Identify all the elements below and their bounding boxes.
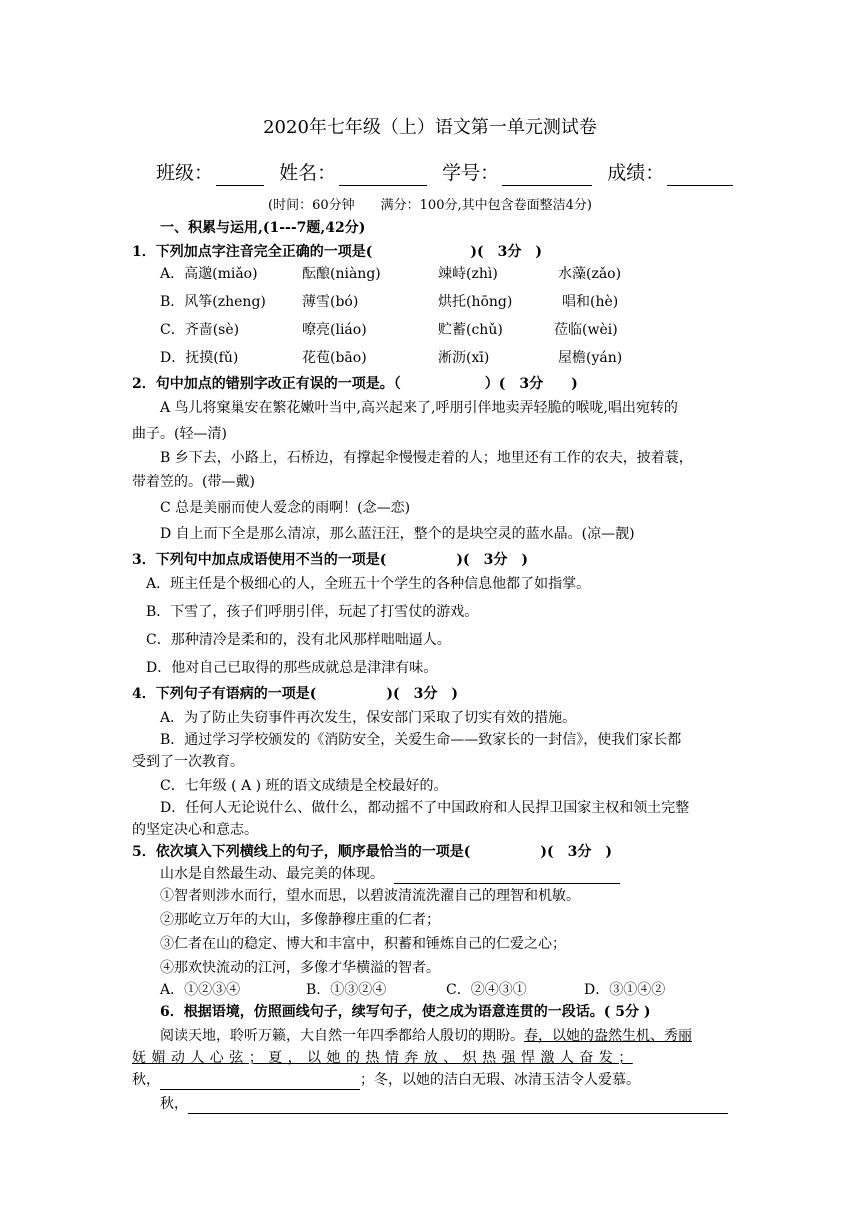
q4-option-b: B．通过学习学校颁发的《消防安全，关爱生命——致家长的一封信》，使我们家长都 xyxy=(160,732,682,748)
q5-stem: 5．依次填入下列横线上的句子，顺序最恰当的一项是( )( 3分 ) xyxy=(132,844,612,860)
q1-opt: 屋檐(yán) xyxy=(558,350,623,366)
q2-option-a-cont: 曲子。(轻—清) xyxy=(132,426,227,442)
number-blank[interactable] xyxy=(502,165,592,186)
q5-option-a: A．①②③④ xyxy=(160,982,241,998)
q3-option-b: B．下雪了，孩子们呼朋引伴，玩起了打雪仗的游戏。 xyxy=(146,604,479,620)
name-label: 姓名： xyxy=(279,162,337,184)
q1-opt: 莅临(wèi) xyxy=(554,322,618,338)
q6-answer-label: 秋， xyxy=(160,1096,188,1112)
q4-option-a: A．为了防止失窃事件再次发生，保安部门采取了切实有效的措施。 xyxy=(160,710,577,726)
page-title: 2020年七年级（上）语文第一单元测试卷 xyxy=(263,117,597,138)
q1-opt: 水藻(zǎo) xyxy=(558,266,622,282)
q2-option-c: C 总是美丽而使人爱念的雨啊！(念—恋) xyxy=(160,500,411,516)
q5-option-b: B．①③②④ xyxy=(306,982,387,998)
q4-stem: 4．下列句子有语病的一项是( )( 3分 ) xyxy=(132,686,458,702)
q1-opt: 嘹亮(liáo) xyxy=(302,322,367,338)
q6-autumn-blank[interactable] xyxy=(160,1073,360,1090)
q1-opt: 唱和(hè) xyxy=(562,294,619,310)
q1-opt: 竦峙(zhì) xyxy=(438,266,498,282)
q3-option-d: D．他对自己已取得的那些成就总是津津有味。 xyxy=(146,660,438,676)
q4-option-d-cont: 的坚定决心和意志。 xyxy=(132,822,258,838)
q6-answer-line xyxy=(160,1094,728,1114)
q1-opt: 酝酿(niàng) xyxy=(302,266,381,282)
student-info-row xyxy=(156,160,736,186)
q3-option-a: A．班主任是个极细心的人，全班五十个学生的各种信息他都了如指掌。 xyxy=(146,576,591,592)
q2-stem: 2．句中加点的错别字改正有误的一项是。（ ）( 3分 ) xyxy=(132,376,578,392)
q5-option-d: D．③①④② xyxy=(584,982,666,998)
q2-option-d: D 自上而下全是那么清凉，那么蓝汪汪，整个的是块空灵的蓝水晶。(凉—靓) xyxy=(160,526,635,542)
q1-opt: 贮蓄(chǔ) xyxy=(438,322,503,338)
class-label: 班级： xyxy=(156,162,214,184)
q1-opt: 烘托(hōng) xyxy=(438,294,513,310)
number-label: 学号： xyxy=(442,162,500,184)
score-blank[interactable] xyxy=(667,165,733,186)
q4-option-d: D．任何人无论说什么、做什么，都动摇不了中国政府和人民捍卫国家主权和领土完整 xyxy=(160,800,690,816)
name-blank[interactable] xyxy=(339,165,427,186)
q5-option-c: C．②④③① xyxy=(446,982,527,998)
q6-context: 阅读天地，聆听万籁，大自然一年四季都给人殷切的期盼。 xyxy=(160,1028,524,1044)
q6-model-sentence: 春，以她的盎然生机、秀丽 xyxy=(524,1028,692,1044)
q6-stem: 6．根据语境，仿照画线句子，续写句子，使之成为语意连贯的一段话。( 5分 ) xyxy=(160,1004,651,1020)
q6-autumn-label: 秋， xyxy=(132,1072,160,1088)
q3-stem: 3．下列句中加点成语使用不当的一项是( )( 3分 ) xyxy=(132,552,528,568)
q1-opt: C．齐啬(sè) xyxy=(160,322,240,338)
q2-option-b-cont: 带着笠的。(带—戴) xyxy=(132,474,255,490)
q5-answer-blank[interactable] xyxy=(394,867,620,884)
q1-opt: B．风筝(zheng) xyxy=(160,294,266,310)
q6-para-line3 xyxy=(132,1070,640,1090)
q4-option-c: C．七年级 ( A ) 班的语文成绩是全校最好的。 xyxy=(160,778,448,794)
q5-lead-text: 山水是自然最生动、最完美的体现。 xyxy=(160,866,384,882)
q2-option-b: B 乡下去，小路上，石桥边，有撑起伞慢慢走着的人；地里还有工作的农夫，披着蓑， xyxy=(160,450,693,466)
q6-para-line2: 妩 媚 动 人 心 弦 ； 夏 ， 以 她 的 热 情 奔 放 、 炽 热 强 悍 激 人 奋 发 ； xyxy=(132,1050,633,1066)
q1-opt: 淅沥(xī) xyxy=(438,350,490,366)
q1-opt: A．高邈(miǎo) xyxy=(160,266,258,282)
q2-option-a: A 鸟儿将窠巢安在繁花嫩叶当中,高兴起来了,呼朋引伴地卖弄轻脆的喉咙,唱出宛转的 xyxy=(160,400,678,416)
q5-sentence-2: ②那屹立万年的大山，多像静穆庄重的仁者； xyxy=(160,912,440,928)
q1-stem: 1．下列加点字注音完全正确的一项是( )( 3分 ) xyxy=(132,244,542,260)
q1-opt: 薄雪(bó) xyxy=(302,294,359,310)
exam-meta: (时间：60分钟 满分：100分,其中包含卷面整洁4分) xyxy=(268,198,592,213)
score-label: 成绩： xyxy=(607,162,665,184)
q6-answer-blank[interactable] xyxy=(188,1097,728,1114)
q5-lead xyxy=(160,864,620,884)
q4-option-b-cont: 受到了一次教育。 xyxy=(132,754,244,770)
q3-option-c: C．那种清冷是柔和的，没有北风那样咄咄逼人。 xyxy=(146,632,451,648)
q1-opt: 花苞(bāo) xyxy=(302,350,367,366)
q6-winter-text: ；冬，以她的洁白无瑕、冰清玉洁令人爱慕。 xyxy=(360,1072,640,1088)
class-blank[interactable] xyxy=(216,165,264,186)
q5-sentence-1: ①智者则涉水而行，望水而思，以碧波清流洗濯自己的理智和机敏。 xyxy=(160,888,580,904)
section-heading: 一、积累与运用,(1---7题,42分) xyxy=(160,220,366,236)
q6-para-line1 xyxy=(160,1026,692,1046)
q1-opt: D．抚摸(fǔ) xyxy=(160,350,239,366)
q5-sentence-4: ④那欢快流动的江河，多像才华横溢的智者。 xyxy=(160,960,440,976)
q5-sentence-3: ③仁者在山的稳定、博大和丰富中，积蓄和锤炼自己的仁爱之心； xyxy=(160,936,566,952)
